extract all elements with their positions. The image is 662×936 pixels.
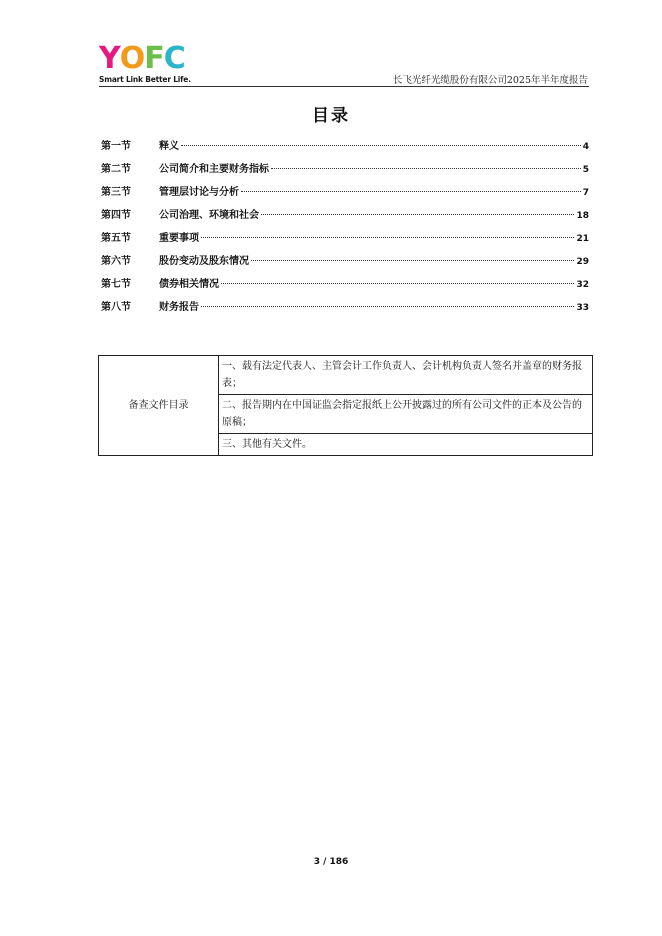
toc-page-number: 18	[576, 211, 589, 221]
toc-section-number: 第五节	[101, 233, 131, 244]
logo-letter-y: Y	[99, 41, 120, 76]
toc-page-number: 7	[582, 188, 589, 198]
reference-doc-item: 二、报告期内在中国证监会指定报纸上公开披露过的所有公司文件的正本及公告的原稿；	[219, 395, 593, 434]
toc-entry[interactable]	[101, 229, 589, 252]
report-header-title: 长飞光纤光缆股份有限公司2025年半年度报告	[392, 75, 588, 86]
logo-letter-o: O	[119, 41, 145, 76]
toc-page-number: 4	[582, 142, 589, 152]
toc-leader-dots	[251, 260, 574, 261]
toc-section-number: 第二节	[101, 164, 131, 175]
header-divider	[99, 86, 589, 87]
table-row	[99, 356, 593, 395]
toc-leader-dots	[241, 191, 581, 192]
toc-entry[interactable]	[101, 252, 589, 275]
page-indicator: 3 / 186	[313, 857, 349, 867]
toc-entry[interactable]	[101, 183, 589, 206]
toc-section-number: 第七节	[101, 279, 131, 290]
toc-leader-dots	[221, 283, 574, 284]
toc-leader-dots	[181, 145, 581, 146]
toc-title: 目录	[312, 106, 350, 126]
reference-doc-item: 三、其他有关文件。	[219, 434, 593, 456]
toc-leader-dots	[201, 306, 574, 307]
toc-entry[interactable]	[101, 137, 589, 160]
toc-page-number: 33	[576, 303, 589, 313]
toc-section-title: 股份变动及股东情况	[159, 256, 249, 267]
toc-leader-dots	[271, 168, 581, 169]
toc-section-title: 债券相关情况	[159, 279, 219, 290]
toc-entry[interactable]	[101, 160, 589, 183]
toc-page-number: 5	[582, 165, 589, 175]
reference-doc-item: 一、载有法定代表人、主管会计工作负责人、会计机构负责人签名并盖章的财务报表；	[219, 356, 593, 395]
toc-section-number: 第一节	[101, 141, 131, 152]
toc-page-number: 29	[576, 257, 589, 267]
toc-section-number: 第三节	[101, 187, 131, 198]
reference-docs-label: 备查文件目录	[99, 356, 219, 456]
logo-letter-c: C	[163, 41, 185, 76]
toc-section-title: 管理层讨论与分析	[159, 187, 239, 198]
toc-section-title: 释义	[159, 141, 179, 152]
toc-section-title: 重要事项	[159, 233, 199, 244]
reference-documents-table	[98, 355, 593, 456]
toc-section-title: 公司治理、环境和社会	[159, 210, 259, 221]
toc-leader-dots	[201, 237, 574, 238]
toc-section-title: 财务报告	[159, 302, 199, 313]
toc-entry[interactable]	[101, 298, 589, 321]
toc-section-number: 第八节	[101, 302, 131, 313]
logo-tagline: Smart Link Better Life.	[99, 75, 191, 84]
toc-page-number: 21	[576, 234, 589, 244]
toc-entry[interactable]	[101, 275, 589, 298]
toc-section-title: 公司简介和主要财务指标	[159, 164, 269, 175]
toc-section-number: 第六节	[101, 256, 131, 267]
toc-leader-dots	[261, 214, 574, 215]
logo-wordmark	[99, 41, 195, 76]
toc-section-number: 第四节	[101, 210, 131, 221]
toc-page-number: 32	[576, 280, 589, 290]
table-of-contents	[101, 137, 589, 321]
company-logo	[99, 41, 195, 86]
toc-entry[interactable]	[101, 206, 589, 229]
logo-letter-f: F	[144, 41, 164, 76]
